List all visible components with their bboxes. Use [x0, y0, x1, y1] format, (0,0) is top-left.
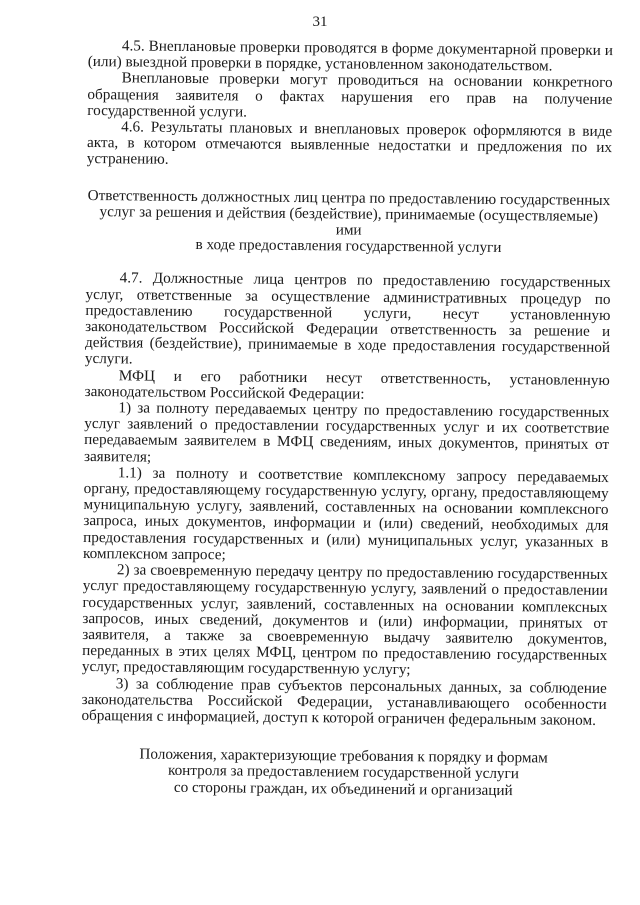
list-item-1: 1) за полноту передаваемых центру по предоставлению государственных услуг заявлений о предоставлении государственных услуг и их соответствие передаваемым заявителем в МФЦ сведениям, иных документов, принятых от заявителя; [83, 399, 610, 466]
section-heading-responsibility [86, 188, 612, 258]
list-item-2: 2) за своевременную передачу центру по предоставлению государственных услуг предоставляющему государственную услугу, заявлений о предоставлении государственных услуг, заявлений, составленных на основании комплексных запросов, иных сведений, документов и (или) информации, принятых от заявителя, а также за своевременную выдачу заявителю документов, переданных в этих целях МФЦ, центром по предоставлению государственных услуг, предоставляющим государственную услугу; [81, 561, 608, 679]
list-item-1-1: 1.1) за полноту и соответствие комплексному запросу передаваемых органу, предоставляющему государственную услугу, органу, предоставляющему муниципальную услугу, заявлений, составленных на основании комплексного запроса, иных документов, информации и (или) сведений, необходимых для предоставления государственных и (или) муниципальных услуг, указанных в комплексном запросе; [82, 464, 609, 564]
paragraph-4-5: 4.5. Внеплановые проверки проводятся в форме документарной проверки и (или) выездной проверки в порядке, установленном законодательством. [87, 37, 613, 75]
paragraph-4-6: 4.6. Результаты плановых и внеплановых проверок оформляются в виде акта, в котором отмечаются выявленные недостатки и предложения по их устранению. [86, 118, 613, 169]
page-number: 31 [312, 14, 328, 30]
list-item-3: 3) за соблюдение прав субъектов персональных данных, за соблюдение законодательства Российской Федерации, устанавливающего особенности обращения с информацией, доступ к которой ограничен федеральным законом. [81, 674, 607, 729]
heading-line: со стороны граждан, их объединений и организаций [173, 778, 513, 799]
heading-line: Положения, характеризующие требования к порядку и формам [139, 745, 548, 767]
section-heading-control-requirements [81, 746, 606, 800]
heading-line: контроля за предоставлением государственной услуги [167, 762, 519, 783]
heading-line: услуг за решения и действия (бездействие), принимаемые (осуществляемые) ими [99, 202, 599, 239]
document-body [81, 38, 613, 800]
heading-line: Ответственность должностных лиц центра по предоставлению государственных [87, 186, 611, 209]
paragraph-unscheduled-checks: Внеплановые проверки могут проводиться на основании конкретного обращения заявителя о фактах нарушения его прав на получение государственной услуги. [87, 69, 613, 121]
paragraph-4-7: 4.7. Должностные лица центров по предоставлению государственных услуг, ответственные за осуществление административных процедур по предоставлению государственной услуги, несут установленную законодательством Российской Федерации ответственность за решение и действия (бездействие), принимаемые в ходе предоставления государственной услуги. [84, 269, 611, 368]
heading-line: в ходе предоставления государственной услуги [195, 236, 502, 257]
paragraph-mfc-responsibility: МФЦ и его работники несут ответственность, установленную законодательством Российской Федерации: [84, 366, 610, 403]
